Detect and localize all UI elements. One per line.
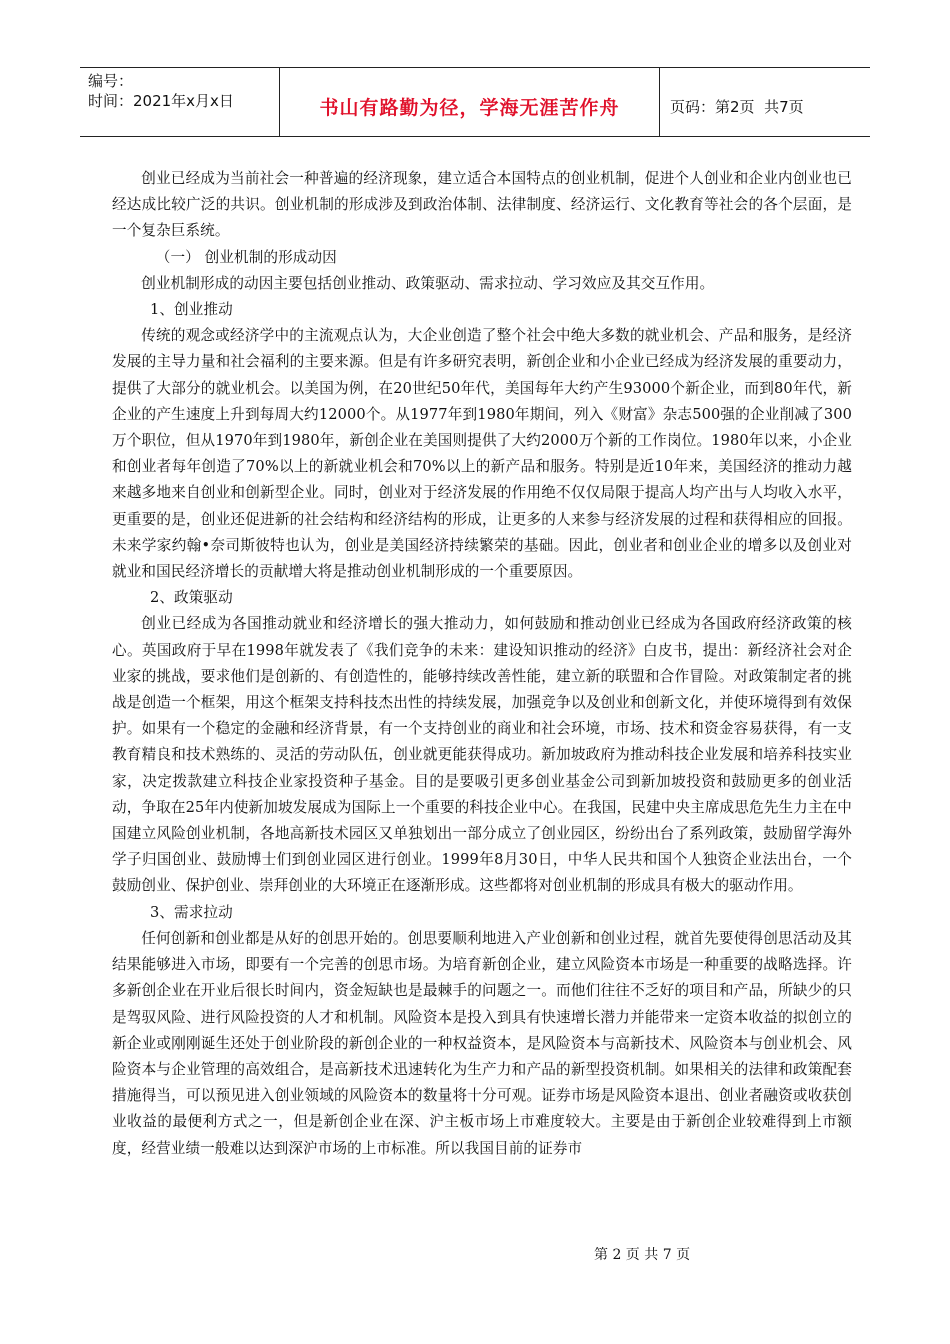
page-footer: 第 2 页 共 7 页	[594, 1247, 691, 1263]
header-motto: 书山有路勤为径，学海无涯苦作舟	[319, 96, 620, 119]
header-page-cell	[660, 68, 870, 136]
body-paragraph: 创业已经成为各国推动就业和经济增长的强大推动力，如何鼓励和推动创业已经成为各国政府经济政策的核心。英国政府于早在1998年就发表了《我们竞争的未来：建设知识推动的经济》白皮书，提出：新经济社会对企业家的挑战，要求他们是创新的、有创造性的，能够持续改善性能，建立新的联盟和合作冒险。对政策制定者的挑战是创造一个框架，用这个框架支持科技杰出性的持续发展，加强竞争以及创业和创新文化，并使环境得到有效保护。如果有一个稳定的金融和经济背景，有一个支持创业的商业和社会环境，市场、技术和资金容易获得，有一支教育精良和技术熟练的、灵活的劳动队伍，创业就更能获得成功。新加坡政府为推动科技企业发展和培养科技实业家，决定拨款建立科技企业家投资种子基金。目的是要吸引更多创业基金公司到新加坡投资和鼓励更多的创业活动，争取在25年内使新加坡发展成为国际上一个重要的科技企业中心。在我国，民建中央主席成思危先生力主在中国建立风险创业机制，各地高新技术园区又单独划出一部分成立了创业园区，纷纷出台了系列政策，鼓励留学海外学子归国创业、鼓励博士们到创业园区进行创业。1999年8月30日，中华人民共和国个人独资企业法出台，一个鼓励创业、保护创业、崇拜创业的大环境正在逐渐形成。这些都将对创业机制的形成具有极大的驱动作用。	[112, 615, 852, 895]
subsection-heading: 3、需求拉动	[149, 903, 233, 921]
page-header	[80, 67, 870, 137]
body-paragraph: 传统的观念或经济学中的主流观点认为，大企业创造了整个社会中绝大多数的就业机会、产品和服务，是经济发展的主导力量和社会福利的主要来源。但是有许多研究表明，新创企业和小企业已经成为经济发展的重要动力，提供了大部分的就业机会。以美国为例，在20世纪50年代，美国每年大约产生93000个新企业，而到80年代，新企业的产生速度上升到每周大约12000个。从1977年到1980年期间，列入《财富》杂志500强的企业削减了300万个职位，但从1970年到1980年，新创企业在美国则提供了大约2000万个新的工作岗位。1980年以来，小企业和创业者每年创造了70%以上的新就业机会和70%以上的新产品和服务。特别是近10年来，美国经济的推动力越来越多地来自创业和创新型企业。同时，创业对于经济发展的作用绝不仅仅局限于提高人均产出与人均收入水平，更重要的是，创业还促进新的社会结构和经济结构的形成，让更多的人来参与经济发展的过程和获得相应的回报。未来学家约翰•奈司斯彼特也认为，创业是美国经济持续繁荣的基础。因此，创业者和创业企业的增多以及创业对就业和国民经济增长的贡献增大将是推动创业机制形成的一个重要原因。	[112, 327, 852, 581]
body-paragraph: 创业机制形成的动因主要包括创业推动、政策驱动、需求拉动、学习效应及其交互作用。	[141, 274, 715, 292]
document-number-label: 编号：	[88, 72, 134, 90]
document-date: 时间：2021年x月x日	[88, 92, 234, 110]
header-page-info: 页码：第2页 共7页	[670, 97, 804, 116]
header-meta	[80, 68, 280, 136]
body-paragraph: 任何创新和创业都是从好的创思开始的。创思要顺利地进入产业创新和创业过程，就首先要使得创思活动及其结果能够进入市场，即要有一个完善的创思市场。为培育新创企业，建立风险资本市场是一种重要的战略选择。许多新创企业在开业后很长时间内，资金短缺也是最棘手的问题之一。而他们往往不乏好的项目和产品，所缺少的只是驾驭风险、进行风险投资的人才和机制。风险资本是投入到具有快速增长潜力并能带来一定资本收益的拟创立的新企业或刚刚诞生还处于创业阶段的新创企业的一种权益资本，是风险资本与高新技术、风险资本与创业机会、风险资本与企业管理的高效组合，是高新技术迅速转化为生产力和产品的新型投资机制。如果相关的法律和政策配套措施得当，可以预见进入创业领域的风险资本的数量将十分可观。证券市场是风险资本退出、创业者融资或收获创业收益的最便利方式之一，但是新创企业在深、沪主板市场上市难度较大。主要是由于新创企业较难得到上市额度，经营业绩一般难以达到深沪市场的上市标准。所以我国目前的证券市	[112, 929, 852, 1157]
header-motto-cell	[280, 68, 660, 136]
section-heading: （一） 创业机制的形成动因	[155, 248, 337, 266]
subsection-heading: 2、政策驱动	[149, 589, 233, 607]
document-body	[112, 166, 852, 1162]
body-paragraph: 创业已经成为当前社会一种普遍的经济现象，建立适合本国特点的创业机制，促进个人创业和企业内创业也已经达成比较广泛的共识。创业机制的形成涉及到政治体制、法律制度、经济运行、文化教育等社会的各个层面，是一个复杂巨系统。	[112, 170, 852, 240]
subsection-heading: 1、创业推动	[149, 301, 233, 319]
